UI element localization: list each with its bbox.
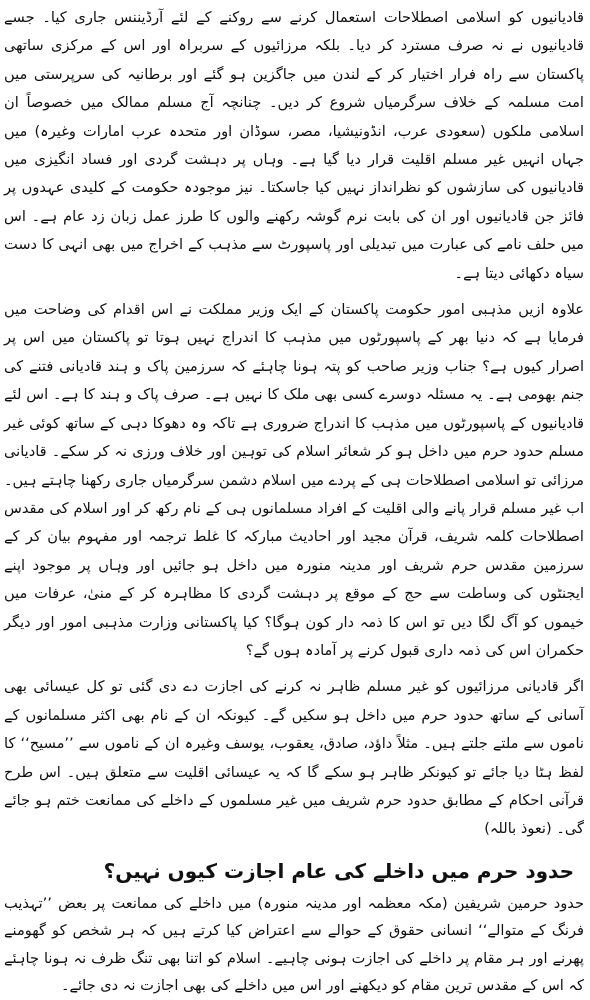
section-heading: حدود حرم میں داخلے کی عام اجازت کیوں نہیں؟: [103, 858, 574, 883]
paragraph-passport-religion: علاوہ ازیں مذہبی امور حکومت پاکستان کے ایک وزیر مملکت نے اس اقدام کی وضاحت میں فرمایا ہے کہ دنیا بھر کے پاسپورٹوں میں مذہب کا اندراج نہیں ہوتا تو پاکستان میں اس پر اصرار کیوں ہے؟ جناب وزیر صاحب کو پتہ ہونا چاہئے کہ سرزمین پاک و ہند قادیانی فتنے کی جنم بھومی ہے۔ یہ مسئلہ دوسرے کسی بھی ملک کا نہیں ہے۔ صرف پاک و ہند کا ہے۔ اس لئے قادیانیوں کے پاسپورٹوں میں مذہب کا اندراج ضروری ہے تاکہ وہ دھوکا دہی کے ساتھ کوئی غیر مسلم حدود حرم میں داخل ہو کر شعائر اسلام کی توہین اور خلاف ورزی نہ کر سکے۔ قادیانی مرزائی تو اسلامی اصطلاحات ہی کے پردے میں اسلام دشمن سرگرمیاں جاری رکھنا چاہتے ہیں۔ اب غیر مسلم قرار پانے والی اقلیت کے افراد مسلمانوں ہی کے نام رکھ کر اور اسلام کی مقدس اصطلاحات کلمہ شریف، قرآن مجید اور احادیث مبارکہ کا غلط ترجمہ اور مفہوم بیان کر کے سرزمین مقدس حرم شریف اور مدینہ منورہ میں داخل ہو جائیں اور وہاں پر موجود اپنے ایجنٹوں کی وساطت سے حج کے موقع پر دہشت گردی کا مظاہرہ کر کے منیٰ، عرفات میں خیموں کو آگ لگا دیں تو اس کا ذمہ دار کون ہوگا؟ کیا پاکستانی وزارت مذہبی امور اور دیگر حکمران اس کی ذمہ داری قبول کرنے پر آمادہ ہوں گے؟: [4, 301, 584, 659]
paragraph-christian-names: اگر قادیانی مرزائیوں کو غیر مسلم ظاہر نہ کرنے کی اجازت دے دی گئی تو کل عیسائی بھی آسانی کے ساتھ حدود حرم میں داخل ہو سکیں گے۔ کیونکہ ان کے نام بھی اکثر مسلمانوں کے ناموں سے ملتے جلتے ہیں۔ مثلاً داؤد، صادق، یعقوب، یوسف وغیرہ ان کے ناموں سے ’’مسیح‘‘ کا لفظ ہٹا دیا جائے تو کیونکر ظاہر ہو سکے گا کہ یہ عیسائی اقلیت سے متعلق ہیں۔ اس طرح قرآنی احکام کے مطابق حدود حرم شریف میں غیر مسلموں کے داخلے کی ممانعت ختم ہو جائے گی۔ (نعوذ باللہ): [4, 678, 584, 838]
paragraph-haram-entry: حدود حرمین شریفین (مکہ معظمہ اور مدینہ منورہ) میں داخلے کی ممانعت پر بعض ’’تہذیب فرنگ کے متوالے‘‘ انسانی حقوق کے حوالے سے اعتراض کیا کرتے ہیں کہ ہر شخص کو گھومنے پھرنے اور ہر مقام پر داخلے کی اجازت ہونی چاہیے۔ اسلام کو اتنا بھی تنگ ظرف نہ ہونا چاہئے کہ اس کے مقدس ترین مقام کو دیکھنے اور اس میں داخلے کی بھی اجازت نہ دی جائے۔: [4, 894, 584, 995]
paragraph-qadiani-ordinance: قادیانیوں کو اسلامی اصطلاحات استعمال کرنے سے روکنے کے لئے آرڈیننس جاری کیا۔ جسے قادیانیوں نے نہ صرف مسترد کر دیا۔ بلکہ مرزائیوں کے سربراہ اور اس کے مرکزی ساتھی پاکستان سے راہ فرار اختیار کر کے لندن میں جاگزین ہو گئے اور برطانیہ کی سرپرستی میں امت مسلمہ کے خلاف سرگرمیاں شروع کر دیں۔ چنانچہ آج مسلم ممالک میں خصوصاً ان اسلامی ملکوں (سعودی عرب، انڈونیشیا، مصر، سوڈان اور متحدہ عرب امارات وغیرہ) میں جہاں انہیں غیر مسلم اقلیت قرار دیا گیا ہے۔ وہاں پر دہشت گردی اور فساد انگیزی میں قادیانیوں کی سازشوں کو نظرانداز نہیں کیا جاسکتا۔ نیز موجودہ حکومت کے کلیدی عہدوں پر فائز جن قادیانیوں اور ان کی بابت نرم گوشہ رکھنے والوں کا طرز عمل زبان زد عام ہے۔ اس میں حلف نامے کی عبارت میں تبدیلی اور پاسپورٹ سے مذہب کے اخراج میں بھی انہی کا دست سیاہ دکھائی دیتا ہے۔: [4, 9, 584, 282]
